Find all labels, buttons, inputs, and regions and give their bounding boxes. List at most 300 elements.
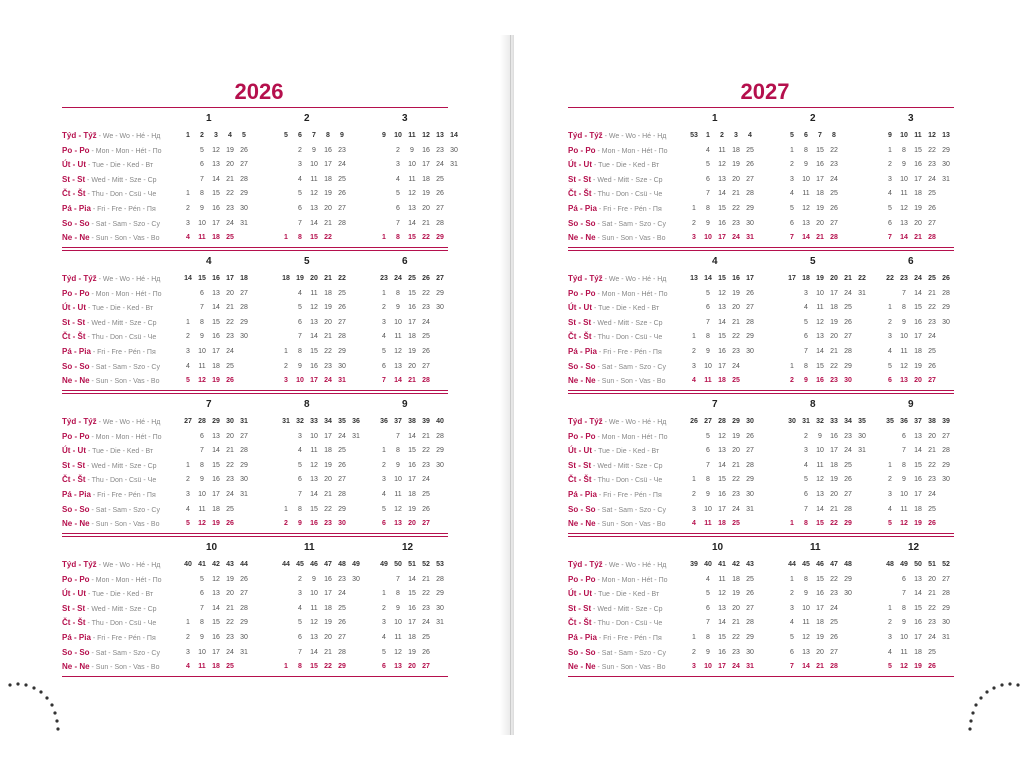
day-number: 20 <box>914 219 922 227</box>
day-row <box>62 503 448 517</box>
row-label-rest: - Tue - Die - Ked - Вт <box>592 448 660 456</box>
day-number: 20 <box>408 520 416 528</box>
week-number: 51 <box>928 561 936 568</box>
day-row <box>62 231 448 245</box>
day-number: 27 <box>746 604 754 612</box>
day-number: 22 <box>830 362 838 370</box>
day-number: 13 <box>394 520 402 528</box>
day-number: 22 <box>422 590 430 598</box>
day-row <box>568 488 954 502</box>
row-label <box>568 374 665 389</box>
day-row <box>62 602 448 616</box>
row-label-strong: Pá - Pia <box>568 347 597 356</box>
day-number: 11 <box>900 505 908 513</box>
day-row <box>568 173 954 187</box>
row-label-rest: - Sun - Son - Vas - Во <box>595 664 666 672</box>
day-number: 22 <box>928 604 936 612</box>
day-number: 11 <box>704 377 712 385</box>
week-number: 6 <box>804 132 808 139</box>
quarter-top-rule <box>62 250 448 251</box>
day-number: 31 <box>240 219 248 227</box>
day-number: 6 <box>298 476 302 484</box>
week-number: 3 <box>214 132 218 139</box>
day-number: 12 <box>310 304 318 312</box>
week-number: 48 <box>886 561 894 568</box>
day-number: 29 <box>436 234 444 242</box>
week-number: 13 <box>436 132 444 139</box>
day-number: 28 <box>928 234 936 242</box>
day-number: 7 <box>706 619 710 627</box>
row-label-strong: Ne - Ne <box>568 519 596 529</box>
day-number: 9 <box>200 333 204 341</box>
day-number: 14 <box>408 432 416 440</box>
day-number: 16 <box>310 520 318 528</box>
day-number: 15 <box>310 505 318 513</box>
day-number: 10 <box>802 604 810 612</box>
week-number: 14 <box>450 132 458 139</box>
day-number: 15 <box>914 461 922 469</box>
day-number: 24 <box>844 447 852 455</box>
day-number: 31 <box>240 648 248 656</box>
row-label <box>568 558 666 573</box>
day-number: 2 <box>790 590 794 598</box>
day-number: 4 <box>790 619 794 627</box>
month-number: 8 <box>810 399 816 410</box>
row-label-strong: St - St <box>62 317 86 327</box>
day-number: 4 <box>396 175 400 183</box>
day-number: 30 <box>436 304 444 312</box>
day-number: 23 <box>226 333 234 341</box>
day-number: 14 <box>816 348 824 355</box>
day-number: 3 <box>298 590 302 598</box>
day-number: 23 <box>422 461 430 469</box>
day-number: 23 <box>830 377 838 385</box>
day-number: 26 <box>338 304 346 312</box>
quarter-bottom-rule <box>62 390 448 391</box>
day-number: 3 <box>790 175 794 183</box>
day-number: 11 <box>900 190 908 198</box>
row-label-strong: Týd - Týž <box>568 274 603 283</box>
quarter-bottom-rule <box>568 676 954 677</box>
day-number: 22 <box>732 205 740 212</box>
day-number: 28 <box>436 432 444 440</box>
day-number: 16 <box>310 362 318 370</box>
day-number: 19 <box>914 362 922 370</box>
row-label-rest: - Wed - Mitt - Sze - Ср <box>85 462 157 470</box>
day-number: 19 <box>732 161 740 169</box>
week-number: 52 <box>422 561 430 568</box>
month-number: 9 <box>908 399 914 410</box>
day-number: 5 <box>706 432 710 440</box>
day-number: 7 <box>200 175 204 183</box>
month-number: 8 <box>304 399 310 410</box>
day-number: 18 <box>914 348 922 355</box>
row-label <box>62 316 157 331</box>
week-number: 18 <box>240 275 248 282</box>
day-number: 18 <box>732 146 740 154</box>
day-number: 13 <box>212 590 220 598</box>
day-number: 22 <box>422 447 430 455</box>
day-number: 8 <box>298 348 302 355</box>
row-label-strong: Týd - Týž <box>568 131 603 140</box>
row-label-strong: Pá - Pia <box>62 490 91 499</box>
row-label-rest: - Wed - Mitt - Sze - Ср <box>85 176 157 184</box>
week-number: 29 <box>212 418 220 425</box>
day-number: 24 <box>830 175 838 183</box>
day-number: 18 <box>830 304 838 312</box>
day-number: 3 <box>888 333 892 341</box>
day-number: 27 <box>746 447 754 455</box>
day-number: 17 <box>212 648 220 656</box>
day-row <box>62 646 448 660</box>
row-label-rest: - Mon - Mon - Hét - По <box>89 576 162 584</box>
week-number: 2 <box>200 132 204 139</box>
row-label <box>568 187 662 202</box>
day-number: 3 <box>888 491 892 498</box>
week-number: 40 <box>704 561 712 568</box>
row-label-strong: Út - Ut <box>62 446 86 456</box>
day-row <box>62 374 448 388</box>
row-label-rest: - Thu - Don - Csü - Че <box>85 477 157 485</box>
row-label <box>62 646 160 661</box>
day-number: 6 <box>396 205 400 212</box>
day-row <box>568 144 954 158</box>
day-number: 25 <box>928 190 936 198</box>
day-number: 9 <box>902 476 906 484</box>
day-number: 21 <box>830 348 838 355</box>
day-number: 5 <box>382 648 386 656</box>
day-number: 25 <box>226 663 234 671</box>
day-number: 30 <box>338 362 346 370</box>
day-number: 3 <box>298 432 302 440</box>
day-number: 2 <box>186 476 190 484</box>
day-number: 21 <box>928 590 936 598</box>
row-label <box>62 144 162 159</box>
day-number: 10 <box>704 234 712 242</box>
day-number: 2 <box>298 575 302 583</box>
day-number: 24 <box>732 234 740 242</box>
row-label-rest: - Thu - Don - Csü - Че <box>591 334 663 342</box>
row-label <box>62 488 156 503</box>
day-row <box>62 173 448 187</box>
row-label-rest: - Mon - Mon - Hét - По <box>89 147 162 155</box>
month-number: 10 <box>206 542 218 553</box>
day-number: 20 <box>914 377 922 385</box>
day-number: 11 <box>900 348 908 355</box>
day-number: 29 <box>240 190 248 198</box>
day-number: 21 <box>732 190 740 198</box>
day-number: 14 <box>310 333 318 341</box>
day-number: 21 <box>226 304 234 312</box>
day-number: 14 <box>310 648 318 656</box>
day-number: 1 <box>790 362 794 370</box>
day-number: 27 <box>830 219 838 227</box>
day-row <box>62 301 448 315</box>
day-number: 19 <box>324 619 332 627</box>
day-number: 23 <box>928 161 936 169</box>
day-number: 19 <box>422 190 430 198</box>
row-label-rest: - Sun - Son - Vas - Во <box>595 378 666 386</box>
day-number: 7 <box>298 333 302 341</box>
day-number: 25 <box>338 604 346 612</box>
week-number: 2 <box>720 132 724 139</box>
day-number: 19 <box>914 663 922 671</box>
day-number: 7 <box>902 289 906 297</box>
day-number: 4 <box>382 333 386 341</box>
day-number: 6 <box>382 663 386 671</box>
day-number: 8 <box>804 520 808 528</box>
week-number: 11 <box>914 132 922 139</box>
row-label-strong: So - So <box>62 218 90 228</box>
day-number: 24 <box>830 604 838 612</box>
day-number: 16 <box>324 146 332 154</box>
week-number: 16 <box>732 275 740 282</box>
row-label-rest: - Tue - Die - Ked - Вт <box>86 591 154 599</box>
day-number: 18 <box>324 289 332 297</box>
day-number: 5 <box>382 348 386 355</box>
day-number: 27 <box>240 590 248 598</box>
week-number: 27 <box>436 275 444 282</box>
row-label <box>62 415 160 430</box>
day-number: 13 <box>212 161 220 169</box>
day-number: 1 <box>692 205 696 212</box>
day-number: 7 <box>706 190 710 198</box>
row-label-rest: - Fri - Fre - Pén - Пя <box>596 492 662 499</box>
day-number: 18 <box>212 505 220 513</box>
day-number: 26 <box>422 348 430 355</box>
day-number: 3 <box>692 663 696 671</box>
day-number: 16 <box>914 161 922 169</box>
day-number: 2 <box>804 432 808 440</box>
day-number: 13 <box>718 447 726 455</box>
day-number: 16 <box>408 604 416 612</box>
day-number: 1 <box>790 575 794 583</box>
day-number: 29 <box>844 520 852 528</box>
day-number: 2 <box>888 476 892 484</box>
day-number: 4 <box>692 377 696 385</box>
day-number: 29 <box>746 205 754 212</box>
day-number: 21 <box>732 318 740 326</box>
day-number: 2 <box>692 348 696 355</box>
week-number: 31 <box>240 418 248 425</box>
month-number: 12 <box>402 542 414 553</box>
day-number: 10 <box>296 377 304 385</box>
day-number: 20 <box>422 205 430 212</box>
day-number: 30 <box>746 219 754 227</box>
row-label-rest: - Sun - Son - Vas - Во <box>89 664 160 672</box>
day-number: 17 <box>212 219 220 227</box>
week-number-row <box>568 415 954 429</box>
week-number: 51 <box>408 561 416 568</box>
day-number: 31 <box>450 161 458 169</box>
day-number: 10 <box>310 590 318 598</box>
day-row <box>568 503 954 517</box>
day-number: 19 <box>324 461 332 469</box>
row-label-strong: Čt - Št <box>568 618 592 628</box>
day-number: 27 <box>338 318 346 326</box>
day-number: 28 <box>844 348 852 355</box>
day-number: 20 <box>816 219 824 227</box>
row-label <box>568 646 666 661</box>
day-number: 13 <box>914 432 922 440</box>
day-row <box>62 459 448 473</box>
day-number: 19 <box>732 590 740 598</box>
week-number: 22 <box>338 275 346 282</box>
row-label-rest: - Thu - Don - Csü - Че <box>591 620 663 628</box>
day-row <box>62 488 448 502</box>
day-number: 21 <box>422 575 430 583</box>
week-number: 26 <box>690 418 698 425</box>
day-number: 9 <box>902 318 906 326</box>
row-label-rest: - We - Wo - Hé - Нд <box>96 133 161 140</box>
day-number: 10 <box>900 333 908 341</box>
week-number: 10 <box>900 132 908 139</box>
day-number: 2 <box>888 161 892 169</box>
day-number: 29 <box>240 461 248 469</box>
row-label-strong: Ne - Ne <box>62 376 90 386</box>
day-number: 22 <box>830 146 838 154</box>
week-number: 44 <box>282 561 290 568</box>
day-number: 25 <box>746 146 754 154</box>
week-number: 12 <box>928 132 936 139</box>
day-number: 17 <box>816 604 824 612</box>
day-number: 6 <box>790 648 794 656</box>
row-label <box>62 444 153 459</box>
day-number: 25 <box>226 505 234 513</box>
row-label-rest: - Fri - Fre - Pén - Пя <box>90 206 156 213</box>
row-label-rest: - We - Wo - Hé - Нд <box>602 276 667 283</box>
row-label-rest: - Fri - Fre - Pén - Пя <box>596 635 662 642</box>
day-number: 30 <box>844 590 852 598</box>
day-number: 23 <box>732 348 740 355</box>
row-label <box>62 301 153 316</box>
day-number: 17 <box>718 362 726 370</box>
row-label <box>568 345 662 360</box>
day-row <box>568 602 954 616</box>
day-number: 4 <box>186 234 190 242</box>
day-number: 14 <box>802 663 810 671</box>
day-number: 22 <box>324 505 332 513</box>
day-number: 8 <box>200 461 204 469</box>
week-number: 17 <box>788 275 796 282</box>
row-label-strong: Čt - Št <box>62 332 86 342</box>
day-number: 24 <box>324 377 332 385</box>
week-number: 24 <box>394 275 402 282</box>
row-label-rest: - Sat - Sam - Szo - Су <box>595 506 666 514</box>
day-number: 26 <box>338 190 346 198</box>
row-label <box>62 272 160 287</box>
day-number: 28 <box>338 648 346 656</box>
day-row <box>62 517 448 531</box>
week-number: 13 <box>690 275 698 282</box>
day-number: 28 <box>240 604 248 612</box>
day-number: 28 <box>240 175 248 183</box>
day-number: 4 <box>298 604 302 612</box>
day-number: 17 <box>914 333 922 341</box>
day-number: 1 <box>382 590 386 598</box>
day-number: 16 <box>718 491 726 498</box>
day-number: 5 <box>706 289 710 297</box>
day-number: 13 <box>310 476 318 484</box>
day-number: 4 <box>186 362 190 370</box>
day-number: 1 <box>382 289 386 297</box>
row-label-rest: - We - Wo - Hé - Нд <box>602 133 667 140</box>
day-number: 8 <box>706 333 710 341</box>
week-number: 18 <box>282 275 290 282</box>
quarter-block <box>568 393 954 533</box>
day-number: 9 <box>804 590 808 598</box>
day-number: 2 <box>790 161 794 169</box>
day-number: 25 <box>338 175 346 183</box>
row-label-strong: Týd - Týž <box>62 560 97 569</box>
week-number: 37 <box>914 418 922 425</box>
day-number: 4 <box>804 304 808 312</box>
day-number: 23 <box>422 304 430 312</box>
day-number: 28 <box>338 333 346 341</box>
week-number: 17 <box>226 275 234 282</box>
day-number: 14 <box>914 447 922 455</box>
day-number: 5 <box>888 205 892 212</box>
day-number: 26 <box>844 476 852 484</box>
day-number: 3 <box>692 362 696 370</box>
day-number: 14 <box>212 447 220 455</box>
day-number: 26 <box>746 289 754 297</box>
day-number: 10 <box>198 648 206 656</box>
month-number: 6 <box>908 256 914 267</box>
day-number: 7 <box>888 234 892 242</box>
day-number: 15 <box>408 234 416 242</box>
day-number: 20 <box>732 447 740 455</box>
day-row <box>568 301 954 315</box>
day-number: 23 <box>844 432 852 440</box>
week-number: 38 <box>928 418 936 425</box>
week-number: 41 <box>198 561 206 568</box>
day-number: 11 <box>310 175 318 183</box>
day-number: 12 <box>718 289 726 297</box>
day-number: 16 <box>212 205 220 212</box>
week-number: 37 <box>394 418 402 425</box>
quarter-bottom-rule <box>568 390 954 391</box>
day-number: 28 <box>746 461 754 469</box>
day-number: 5 <box>790 634 794 641</box>
day-number: 12 <box>816 318 824 326</box>
day-number: 31 <box>942 634 950 641</box>
day-number: 1 <box>186 461 190 469</box>
week-number: 10 <box>394 132 402 139</box>
day-number: 10 <box>802 175 810 183</box>
day-number: 20 <box>324 318 332 326</box>
day-number: 22 <box>324 663 332 671</box>
day-number: 15 <box>310 663 318 671</box>
day-number: 4 <box>804 461 808 469</box>
row-label <box>568 602 663 617</box>
day-number: 18 <box>830 461 838 469</box>
row-label <box>62 430 162 445</box>
row-label-rest: - Tue - Die - Ked - Вт <box>592 591 660 599</box>
day-number: 2 <box>790 377 794 385</box>
day-number: 21 <box>408 377 416 385</box>
day-number: 16 <box>816 161 824 169</box>
day-row <box>568 374 954 388</box>
day-number: 16 <box>816 590 824 598</box>
day-number: 29 <box>240 318 248 326</box>
day-row <box>62 631 448 645</box>
week-number: 28 <box>718 418 726 425</box>
day-number: 5 <box>888 362 892 370</box>
week-number: 20 <box>310 275 318 282</box>
day-number: 18 <box>914 505 922 513</box>
week-number: 1 <box>186 132 190 139</box>
